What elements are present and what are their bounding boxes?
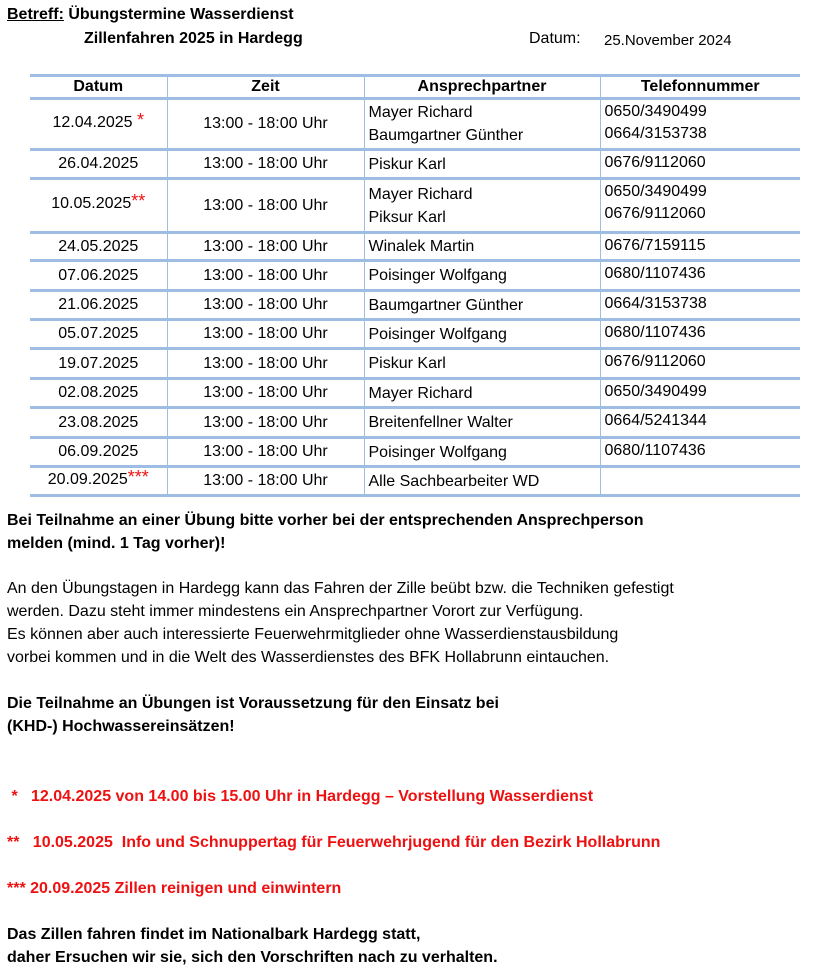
date-cell xyxy=(30,261,167,291)
text-line: werden. Dazu steht immer mindestens ein Ansprechpartner Vorort zur Verfügung. xyxy=(7,603,584,620)
col-header: Datum xyxy=(30,76,167,99)
table-row xyxy=(30,233,800,261)
contact-name: Poisinger Wolfgang xyxy=(368,267,507,284)
col-header: Zeit xyxy=(167,76,364,99)
contact-name: Baumgartner Günther xyxy=(368,296,524,314)
notice-requirement xyxy=(7,692,825,738)
contact-cell xyxy=(364,261,600,291)
subject-label: Betreff: xyxy=(7,6,64,23)
text-line: Bei Teilnahme an einer Übung bitte vorher bei der entsprechenden Ansprechperson xyxy=(7,512,644,529)
date-text: 06.09.2025 xyxy=(58,443,139,460)
footnote-marker: *** xyxy=(127,466,149,487)
phone-cell xyxy=(600,233,800,261)
phone-number: 0664/5241344 xyxy=(604,412,707,429)
date-cell xyxy=(30,291,167,320)
phone-number: 0664/3153738 xyxy=(604,295,707,312)
time-cell: 13:00 - 18:00 Uhr xyxy=(167,261,364,291)
contact-name: Mayer Richard xyxy=(368,185,473,203)
phone-number: 0664/3153738 xyxy=(604,125,707,142)
phone-cell xyxy=(600,320,800,349)
date-label: Datum: xyxy=(529,30,581,47)
contact-cell xyxy=(364,467,600,496)
phone-number: 0650/3490499 xyxy=(604,183,707,200)
footnote: ** 10.05.2025 Info und Schnuppertag für Feuerwehrjugend für den Bezirk Hollabrunn xyxy=(7,834,661,851)
col-header: Telefonnummer xyxy=(600,76,800,99)
footnote-marker: * xyxy=(137,109,145,130)
time-cell: 13:00 - 18:00 Uhr xyxy=(167,408,364,438)
notice-registration xyxy=(7,509,825,555)
text-line: An den Übungstagen in Hardegg kann das Fahren der Zille beübt bzw. die Techniken gefestigt xyxy=(7,580,674,597)
subject-text: Übungstermine Wasserdienst xyxy=(68,6,294,23)
time-cell: 13:00 - 18:00 Uhr xyxy=(167,99,364,150)
time-cell: 13:00 - 18:00 Uhr xyxy=(167,379,364,408)
text-line: Es können aber auch interessierte Feuerwehrmitglieder ohne Wasserdienstausbildung xyxy=(7,626,619,643)
contact-name: Poisinger Wolfgang xyxy=(368,325,507,343)
info-paragraph xyxy=(7,577,825,669)
contact-name: Alle Sachbearbeiter WD xyxy=(368,472,540,490)
contact-cell xyxy=(364,349,600,379)
date-text: 07.06.2025 xyxy=(58,266,139,284)
time-cell: 13:00 - 18:00 Uhr xyxy=(167,291,364,320)
subject-line-2: Zillenfahren 2025 in Hardegg xyxy=(84,30,303,47)
date-cell xyxy=(30,438,167,467)
table-row xyxy=(30,320,800,349)
contact-name: Piksur Karl xyxy=(368,208,446,226)
table-row xyxy=(30,438,800,467)
date-value: 25.November 2024 xyxy=(604,32,732,49)
table-row xyxy=(30,379,800,408)
text-line: (KHD-) Hochwassereinsätzen! xyxy=(7,718,235,735)
table-row xyxy=(30,99,800,150)
contact-cell xyxy=(364,179,600,233)
contact-cell xyxy=(364,438,600,467)
date-text: 12.04.2025 xyxy=(52,113,133,131)
contact-name: Breitenfellner Walter xyxy=(368,414,513,431)
time-cell: 13:00 - 18:00 Uhr xyxy=(167,179,364,233)
table-row xyxy=(30,349,800,379)
phone-number: 0676/9112060 xyxy=(604,154,706,171)
date-cell xyxy=(30,99,167,150)
phone-cell xyxy=(600,291,800,320)
phone-cell xyxy=(600,261,800,291)
time-cell: 13:00 - 18:00 Uhr xyxy=(167,233,364,261)
phone-cell xyxy=(600,349,800,379)
time-cell: 13:00 - 18:00 Uhr xyxy=(167,349,364,379)
phone-number: 0676/9112060 xyxy=(604,353,706,370)
phone-number: 0676/9112060 xyxy=(604,205,706,222)
footnote-marker: ** xyxy=(131,191,146,211)
contact-cell xyxy=(364,291,600,320)
time-cell: 13:00 - 18:00 Uhr xyxy=(167,438,364,467)
col-header: Ansprechpartner xyxy=(364,76,600,99)
time-cell: 13:00 - 18:00 Uhr xyxy=(167,320,364,349)
text-line: melden (mind. 1 Tag vorher)! xyxy=(7,535,226,552)
footnote: * 12.04.2025 von 14.00 bis 15.00 Uhr in Hardegg – Vorstellung Wasserdienst xyxy=(7,788,594,805)
contact-cell xyxy=(364,99,600,150)
table-row xyxy=(30,467,800,496)
phone-number: 0680/1107436 xyxy=(604,442,706,459)
date-text: 21.06.2025 xyxy=(58,296,139,313)
date-cell xyxy=(30,408,167,438)
date-text: 10.05.2025 xyxy=(51,195,132,212)
date-text: 19.07.2025 xyxy=(58,354,139,372)
schedule-table xyxy=(30,74,800,497)
text-line: vorbei kommen und in die Welt des Wasserdienstes des BFK Hollabrunn eintauchen. xyxy=(7,649,610,666)
phone-cell xyxy=(600,408,800,438)
phone-number: 0650/3490499 xyxy=(604,103,707,120)
phone-cell xyxy=(600,438,800,467)
phone-number: 0650/3490499 xyxy=(604,383,707,400)
phone-cell xyxy=(600,99,800,150)
date-cell xyxy=(30,179,167,233)
contact-name: Mayer Richard xyxy=(368,384,473,402)
phone-number: 0680/1107436 xyxy=(604,324,706,341)
contact-name: Winalek Martin xyxy=(368,238,475,255)
table-header xyxy=(30,76,800,99)
document-body xyxy=(0,74,825,969)
phone-number: 0676/7159115 xyxy=(604,237,706,254)
phone-cell xyxy=(600,179,800,233)
text-line: daher Ersuchen wir sie, sich den Vorschriften nach zu verhalten. xyxy=(7,949,498,966)
date-text: 24.05.2025 xyxy=(58,237,139,255)
table-row xyxy=(30,408,800,438)
phone-cell xyxy=(600,150,800,179)
phone-number: 0680/1107436 xyxy=(604,265,706,282)
date-text: 26.04.2025 xyxy=(58,155,139,172)
date-text: 02.08.2025 xyxy=(58,384,139,401)
closing-note xyxy=(7,923,825,969)
date-text: 05.07.2025 xyxy=(58,325,139,342)
time-cell: 13:00 - 18:00 Uhr xyxy=(167,467,364,496)
date-cell xyxy=(30,320,167,349)
date-text: 20.09.2025 xyxy=(47,470,128,488)
contact-cell xyxy=(364,320,600,349)
time-cell: 13:00 - 18:00 Uhr xyxy=(167,150,364,179)
date-text: 23.08.2025 xyxy=(58,413,139,431)
text-line: Die Teilnahme an Übungen ist Voraussetzung für den Einsatz bei xyxy=(7,695,499,712)
table-row xyxy=(30,179,800,233)
contact-cell xyxy=(364,150,600,179)
contact-name: Piskur Karl xyxy=(368,155,446,173)
date-cell xyxy=(30,233,167,261)
phone-cell xyxy=(600,379,800,408)
date-cell xyxy=(30,379,167,408)
contact-name: Baumgartner Günther xyxy=(368,127,524,144)
contact-cell xyxy=(364,233,600,261)
contact-cell xyxy=(364,379,600,408)
contact-cell xyxy=(364,408,600,438)
subject-line-1 xyxy=(7,6,294,24)
date-cell xyxy=(30,150,167,179)
table-row xyxy=(30,261,800,291)
contact-name: Mayer Richard xyxy=(368,104,473,121)
text-line: Das Zillen fahren findet im Nationalbark Hardegg statt, xyxy=(7,926,421,943)
contact-name: Piskur Karl xyxy=(368,355,446,372)
footnote: *** 20.09.2025 Zillen reinigen und einwintern xyxy=(7,880,342,897)
contact-name: Poisinger Wolfgang xyxy=(368,443,507,461)
date-cell xyxy=(30,349,167,379)
table-row xyxy=(30,150,800,179)
table-row xyxy=(30,291,800,320)
phone-cell xyxy=(600,467,800,496)
footnotes xyxy=(7,762,825,923)
date-cell xyxy=(30,467,167,496)
